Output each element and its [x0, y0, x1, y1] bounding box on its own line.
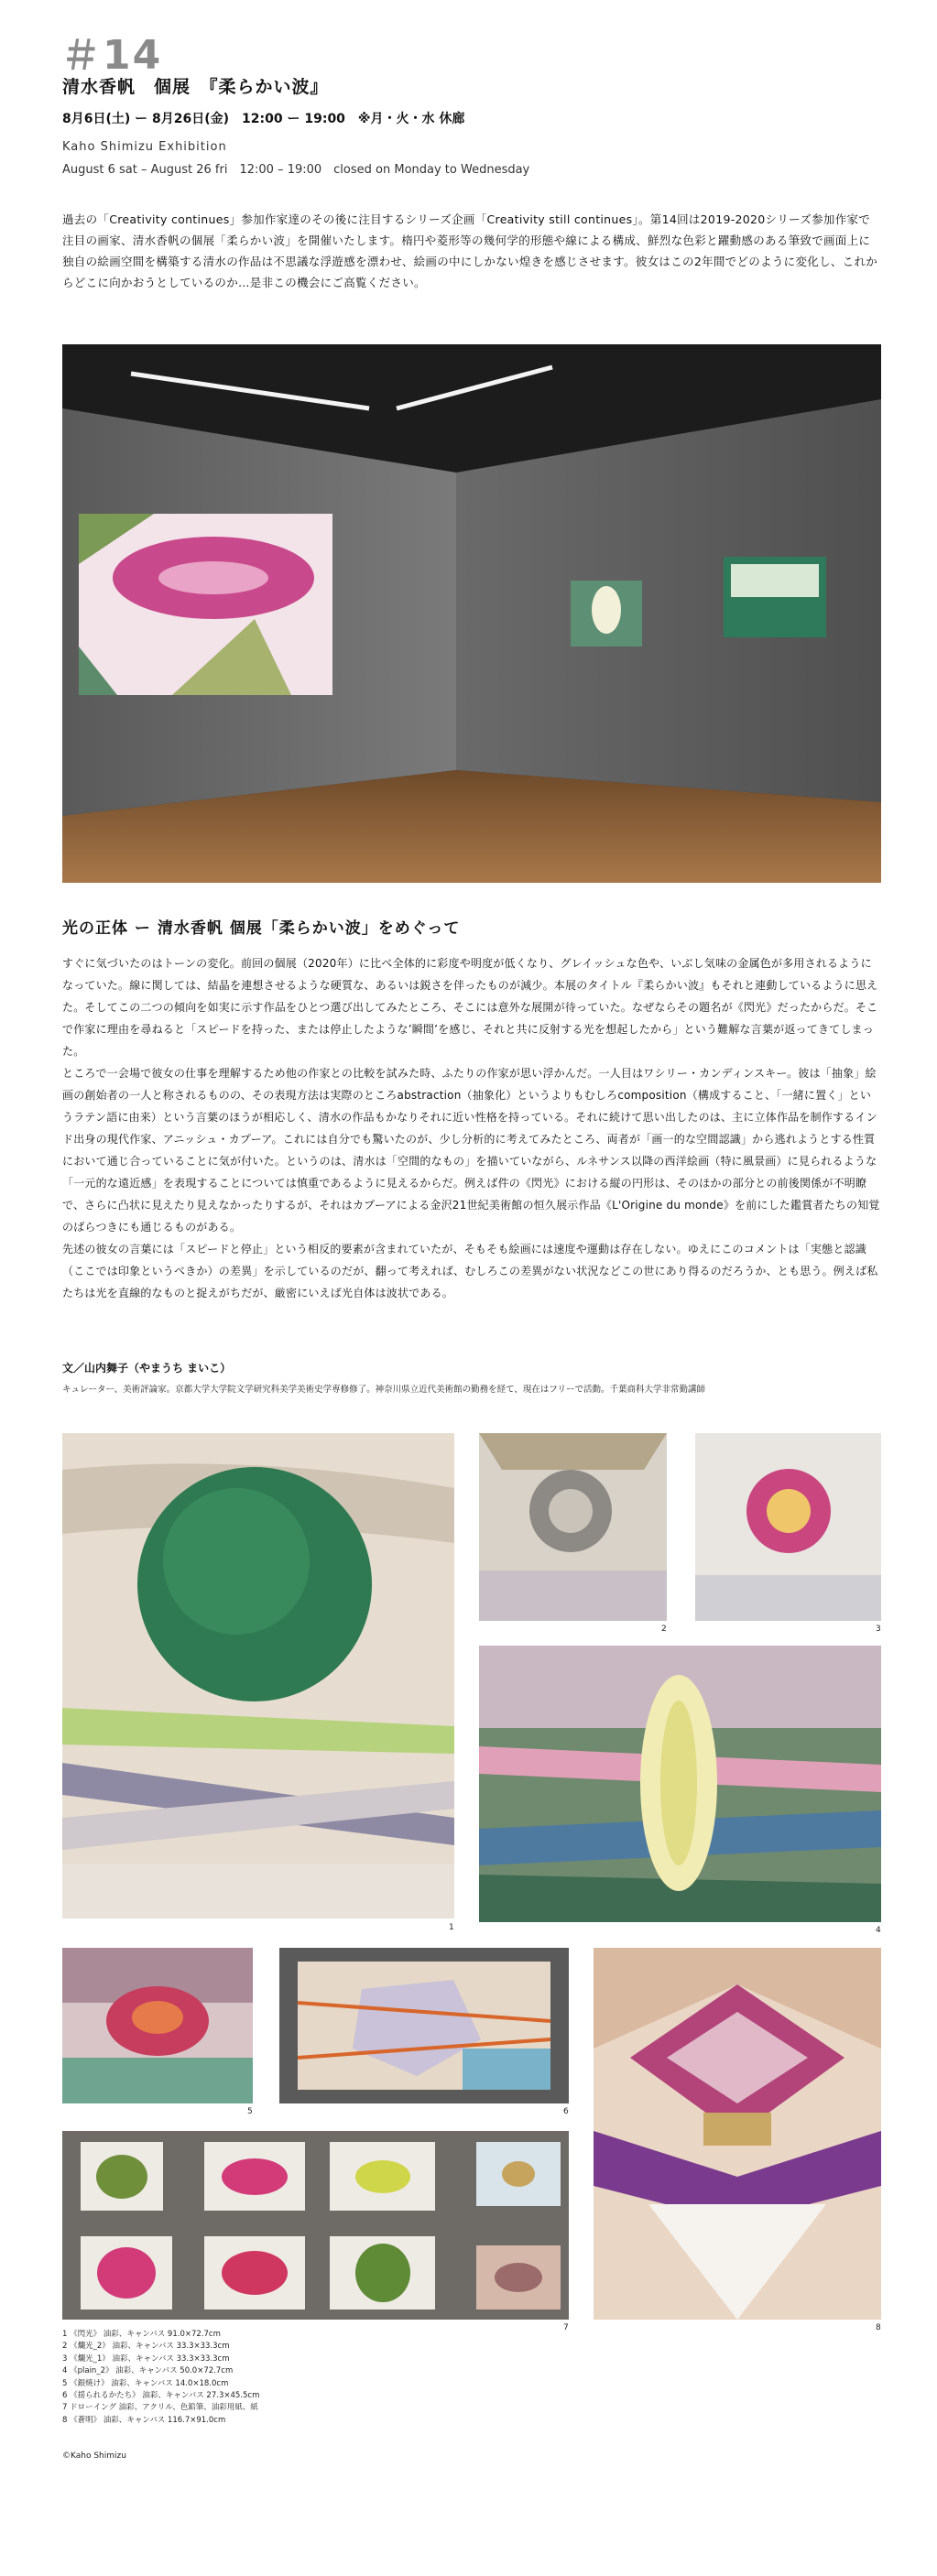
plate-number-1: 1: [449, 1923, 454, 1932]
essay-author: 文／山内舞子（やまうち まいこ）: [62, 1362, 232, 1375]
artwork-plate-5: [62, 1948, 253, 2103]
artwork-plate-3: [695, 1433, 881, 1621]
exhibition-artist-en: Kaho Shimizu Exhibition: [62, 140, 227, 154]
caption-2: 2 《爛光_2》 油彩、キャンバス 33.3×33.3cm: [62, 2342, 230, 2352]
caption-1: 1 《閃光》 油彩、キャンバス 91.0×72.7cm: [62, 2330, 221, 2339]
plate-number-7: 7: [563, 2323, 569, 2332]
artwork-plate-1: [62, 1433, 454, 1918]
essay-paragraph-3: 先述の彼女の言葉には「スピードと停止」という相反的要素が含まれていたが、そもそも絵画には速度や運動は存在しない。ゆえにこのコメントは「実態と認識（ここでは印象というべきか）の差異」を示しているのだが、翻って考えれば、むしろこの差異がない状況などこの世にあり得るのだろうか、とも思う。例えば私たちは光を直線的なものと捉えがちだが、厳密にいえば光自体は波状である。: [62, 1243, 878, 1299]
caption-5: 5 《銀焼け》 油彩、キャンバス 14.0×18.0cm: [62, 2378, 229, 2388]
caption-8: 8 《蒼明》 油彩、キャンバス 116.7×91.0cm: [62, 2415, 226, 2425]
copyright-notice: ©Kaho Shimizu: [62, 2451, 126, 2461]
essay-author-bio: キュレーター、美術評論家。京都大学大学院文学研究科美学美術史学専修修了。神奈川県立近代美術館の勤務を経て、現在はフリーで活動。千葉商科大学非常勤講師: [62, 1385, 706, 1395]
exhibition-title: 清水香帆 個展 『柔らかい波』: [62, 77, 329, 97]
exhibition-dates-en: August 6 sat – August 26 fri 12:00 – 19:00 closed on Monday to Wednesday: [62, 163, 530, 177]
essay-paragraph-1: すぐに気づいたのはトーンの変化。前回の個展（2020年）に比べ全体的に彩度や明度が低くなり、グレイッシュな色や、いぶし気味の金属色が多用されるようになっていた。線に関しては、結晶を連想させるような硬質な、あるいは鋭さを伴ったものが減少。本展のタイトル『柔らかい波』もそれと連動しているように思えた。そしてこの二つの傾向を如実に示す作品をひとつ選び出してみたところ、そこには意外な展開が待っていた。なぜならその題名が《閃光》だったからだ。そこで作家に理由を尋ねると「スピードを持った、または停止したような’瞬間’を感じ、それと共に反射する光を想起したから」という難解な言葉が返ってきてしまった。: [62, 957, 878, 1058]
gallery-installation-photo: [62, 344, 881, 883]
artwork-captions: [62, 2329, 259, 2427]
essay-paragraph-2: ところで一会場で彼女の仕事を理解するため他の作家との比較を試みた時、ふたりの作家が思い浮かんだ。一人目はワシリー・カンディンスキー。彼は「抽象」絵画の創始者の一人と称されるものの、その表現方法は実際のところabstraction（抽象化）というよりもむしろcomposition（構成すること、「一緒に置く」というラテン語に由来）という言葉のほうが相応しく、清水の作品もかなりそれに近い性格を持っている。それに続けて思い出したのは、主に立体作品を制作するインド出身の現代作家、アニッシュ・カプーア。これには自分でも驚いたのが、少し分析的に考えてみたところ、両者が「画一的な空間認識」から逃れようとする性質において通じ合っていることに気が付いた。というのは、清水は「空間的なもの」を描いていながら、ルネサンス以降の西洋絵画（特に風景画）に見られるような「一元的な遠近感」を表現することについては慎重であるように見えるからだ。例えば件の《閃光》における縦の円形は、そのほかの部分との前後関係が不明瞭で、さらに凸状に見えたり見えなかったりするが、それはカプーアによる金沢21世紀美術館の恒久展示作品《L'Origine du monde》を前にした鑑賞者たちの知覚のばらつきにも通じるものがある。: [62, 1067, 880, 1234]
plate-number-6: 6: [563, 2107, 569, 2116]
plate-number-4: 4: [876, 1926, 881, 1935]
plate-number-5: 5: [247, 2107, 253, 2116]
caption-7: 7 ドローイング 油彩、アクリル、色鉛筆、油彩用紙、紙: [62, 2403, 258, 2413]
artwork-plate-7: [62, 2131, 569, 2320]
plate-number-3: 3: [876, 1625, 881, 1634]
essay-body: [62, 952, 881, 1304]
artwork-plate-6: [279, 1948, 569, 2103]
exhibition-dates-jp: 8月6日(土) ー 8月26日(金) 12:00 ー 19:00 ※月・火・水 休廊: [62, 112, 465, 126]
exhibition-number: ＃14: [60, 32, 163, 79]
caption-6: 6 《揺られるかたち》 油彩、キャンバス 27.3×45.5cm: [62, 2391, 260, 2401]
artwork-plate-4: [479, 1646, 881, 1922]
essay-title: 光の正体 ー 清水香帆 個展「柔らかい波」をめぐって: [62, 919, 461, 938]
plate-number-2: 2: [661, 1625, 667, 1634]
plate-number-8: 8: [876, 2323, 881, 2332]
artwork-plate-8: [594, 1948, 881, 2320]
caption-4: 4 《plain_2》 油彩、キャンバス 50.0×72.7cm: [62, 2366, 234, 2376]
intro-paragraph: 過去の「Creativity continues」参加作家達のその後に注目するシリーズ企画「Creativity still continues」。第14回は2019-2020シリーズ参加作家で注目の画家、清水香帆の個展「柔らかい波」を開催いたします。楕円や菱形等の幾何学的形態や線による構成、鮮烈な色彩と躍動感のある筆致で画面上に独自の絵画空間を構築する清水の作品は不思議な浮遊感を漂わせ、絵画の中にしかない煌きを感じさせます。彼女はこの2年間でどのように変化し、これからどこに向かおうとしているのか…是非この機会にご高覧ください。: [62, 212, 878, 289]
artwork-plate-2: [479, 1433, 667, 1621]
caption-3: 3 《爛光_1》 油彩、キャンバス 33.3×33.3cm: [62, 2353, 230, 2364]
